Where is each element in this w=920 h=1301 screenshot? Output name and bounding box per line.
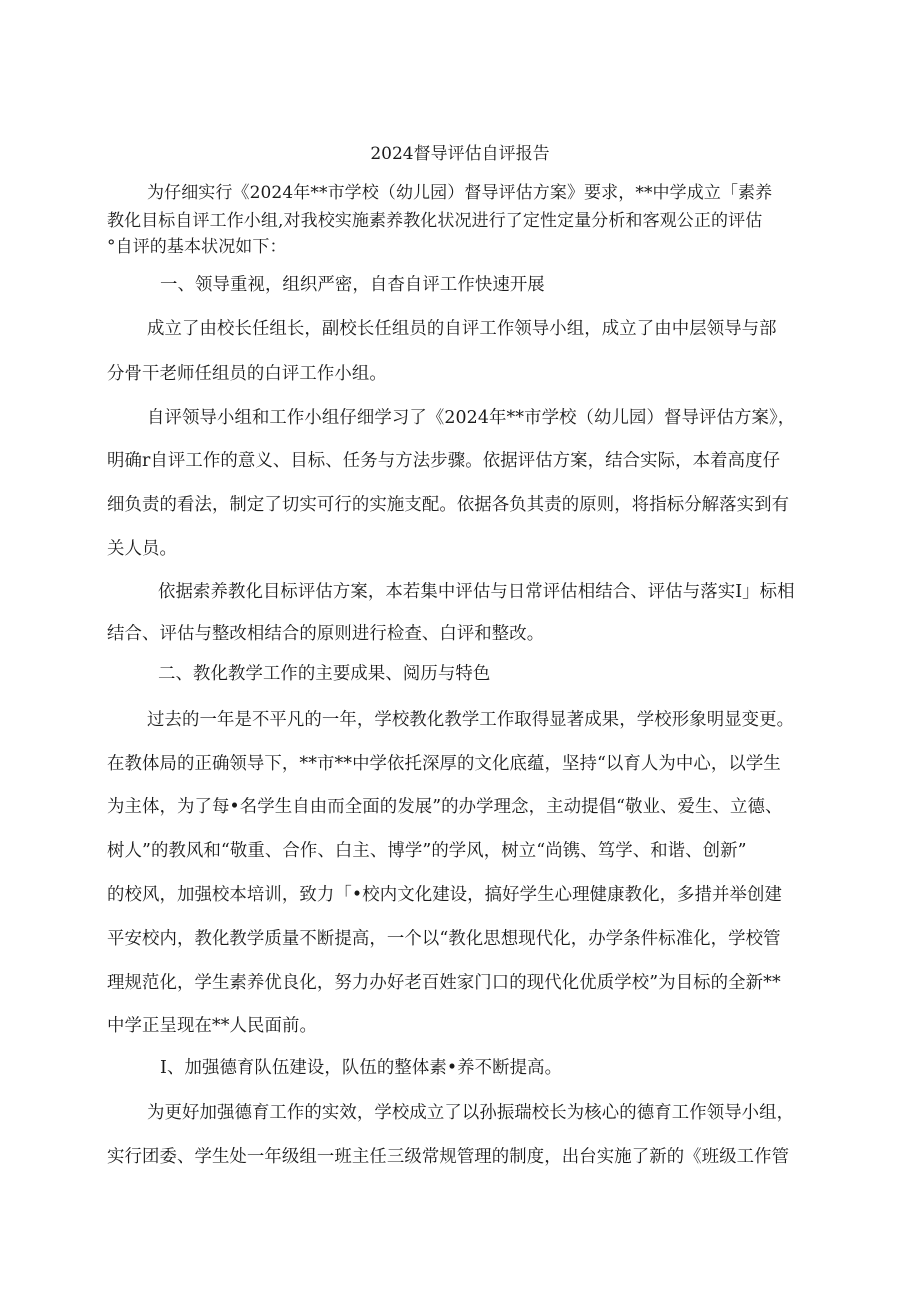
paragraph-line: 关人员。 xyxy=(107,539,177,559)
paragraph-line: 平安校内，教化教学质量不断提高，一个以“教化思想现代化，办学条件标准化，学校管 xyxy=(107,929,781,949)
section-heading: 一、领导重视，组织严密，自杳自评工作快速开展 xyxy=(160,275,545,295)
paragraph-line: 的校风，加强校本培训，致力「•校内文化建设，搞好学生心理健康教化，多措并举创建 xyxy=(107,885,783,905)
paragraph-line: 分骨干老师任组员的白评工作小组。 xyxy=(107,364,387,384)
paragraph-line: 自评领导小组和工作小组仔细学习了《2024年**市学校（幼儿园）督导评估方案》， xyxy=(147,408,796,428)
paragraph-line: 理规范化，学生素养优良化，努力办好老百姓家门口的现代化优质学校”为目标的全新** xyxy=(107,973,781,993)
paragraph-line: 过去的一年是不平凡的一年，学校教化教学工作取得显著成果，学校形象明显变更。 xyxy=(147,710,795,730)
paragraph-line: 成立了由校长任组长，副校长任组员的自评工作领导小组，成立了由中层领导与部 xyxy=(147,319,777,339)
document-title: 2024督导评估自评报告 xyxy=(370,144,550,164)
paragraph-line: 树人”的教风和“敬重、合作、白主、博学”的学风，树立“尚镌、笃学、和谐、创新” xyxy=(107,841,747,861)
paragraph-line: 依据索养教化目标评估方案，本若集中评估与日常评估相结合、评估与落实I」标相 xyxy=(158,582,795,602)
paragraph-line: 中学正呈现在**人民面前。 xyxy=(107,1016,317,1036)
paragraph-line: 结合、评估与整改相结合的原则进行检查、白评和整改。 xyxy=(107,624,545,644)
paragraph-line: 明确r自评工作的意义、目标、任务与方法步骤。依据评估方案，结合实际，本着高度仔 xyxy=(107,451,781,471)
paragraph-line: 在教体局的正确领导下，**市**中学依托深厚的文化底蕴，坚持“以育人为中心，以学生 xyxy=(107,754,781,774)
paragraph-line: 实行团委、学生处一年级组一班主任三级常规管理的制度，出台实施了新的《班级工作管 xyxy=(107,1147,790,1167)
paragraph-line: 教化目标自评工作小组,对我校实施素养教化状况进行了定性定量分析和客观公正的评估 xyxy=(107,211,763,231)
paragraph-line: 为仔细实行《2024年**市学校（幼儿园）督导评估方案》要求，**中学成立「素养 xyxy=(147,183,773,203)
paragraph-line: 为主体，为了每•名学生自由而全面的发展”的办学理念，主动提倡“敬业、爱生、立德、 xyxy=(107,797,783,817)
paragraph-line: °自评的基本状况如下： xyxy=(107,237,287,257)
subsection-heading: I、加强德育队伍建设，队伍的整体素•养不断提高。 xyxy=(160,1058,563,1078)
paragraph-line: 为更好加强德育工作的实效，学校成立了以孙振瑞校长为核心的德育工作领导小组， xyxy=(147,1103,795,1123)
section-heading: 二、教化教学工作的主要成果、阅历与特色 xyxy=(158,664,491,684)
paragraph-line: 细负责的看法，制定了切实可行的实施支配。依据各负其责的原则，将指标分解落实到有 xyxy=(107,495,790,515)
